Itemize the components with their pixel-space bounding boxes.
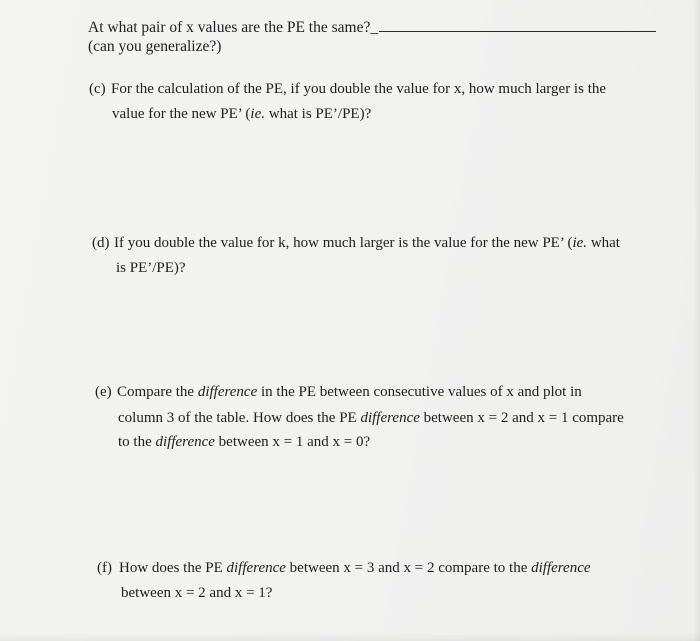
question-c-text-1: For the calculation of the PE, if you double the value for x, how much larger is the — [111, 81, 607, 97]
answer-blank-line — [379, 17, 656, 32]
question-e-text-2b: between x = 2 and x = 1 compare — [419, 410, 624, 426]
page-shadow-right — [694, 0, 700, 641]
question-e-line-2 — [118, 408, 624, 428]
question-d-em: ie. — [572, 235, 588, 251]
generalize-text: (can you generalize?) — [88, 38, 222, 55]
top-question-text: At what pair of x values are the PE the same?_ — [88, 19, 379, 36]
question-e-em-1: difference — [197, 384, 258, 400]
question-c-line-2 — [112, 104, 371, 124]
question-d-label: (d) — [92, 235, 110, 251]
page-shadow-bottom — [0, 633, 700, 641]
question-f-em-2: difference — [531, 560, 591, 576]
question-c-line-1 — [89, 79, 606, 99]
question-e-em-2: difference — [360, 410, 420, 426]
question-f-line-1 — [97, 558, 591, 578]
question-c-em: ie. — [250, 106, 265, 122]
question-d-text-1b: what — [587, 235, 620, 251]
question-f-em-1: difference — [226, 560, 286, 576]
question-e-text-3a: to the — [118, 434, 156, 450]
question-e-line-3 — [118, 432, 370, 452]
question-c-text-2a: value for the new PE’ ( — [112, 106, 251, 122]
question-d-text-1a: If you double the value for k, how much larger is the value for the new PE’ ( — [114, 235, 573, 251]
question-f-text-1b: between x = 3 and x = 2 compare to the — [285, 560, 532, 576]
top-question-line — [88, 17, 656, 38]
question-e-text-1b: in the PE between consecutive values of x and plot in — [257, 384, 582, 400]
question-e-text-3b: between x = 1 and x = 0? — [214, 434, 371, 450]
question-e-text-2a: column 3 of the table. How does the PE — [118, 410, 361, 426]
question-c-text-2b: what is PE’/PE)? — [265, 106, 372, 122]
question-c-label: (c) — [89, 81, 106, 97]
question-d-line-2: is PE’/PE)? — [116, 260, 186, 276]
question-e-em-3: difference — [155, 434, 215, 450]
question-f-text-1a: How does the PE — [119, 560, 227, 576]
question-f-label: (f) — [97, 560, 112, 576]
question-d-line-1 — [92, 233, 620, 253]
question-f-line-2: between x = 2 and x = 1? — [121, 585, 273, 601]
question-e-line-1 — [95, 382, 582, 402]
question-e-label: (e) — [95, 384, 112, 400]
question-e-text-1a: Compare the — [117, 384, 198, 400]
